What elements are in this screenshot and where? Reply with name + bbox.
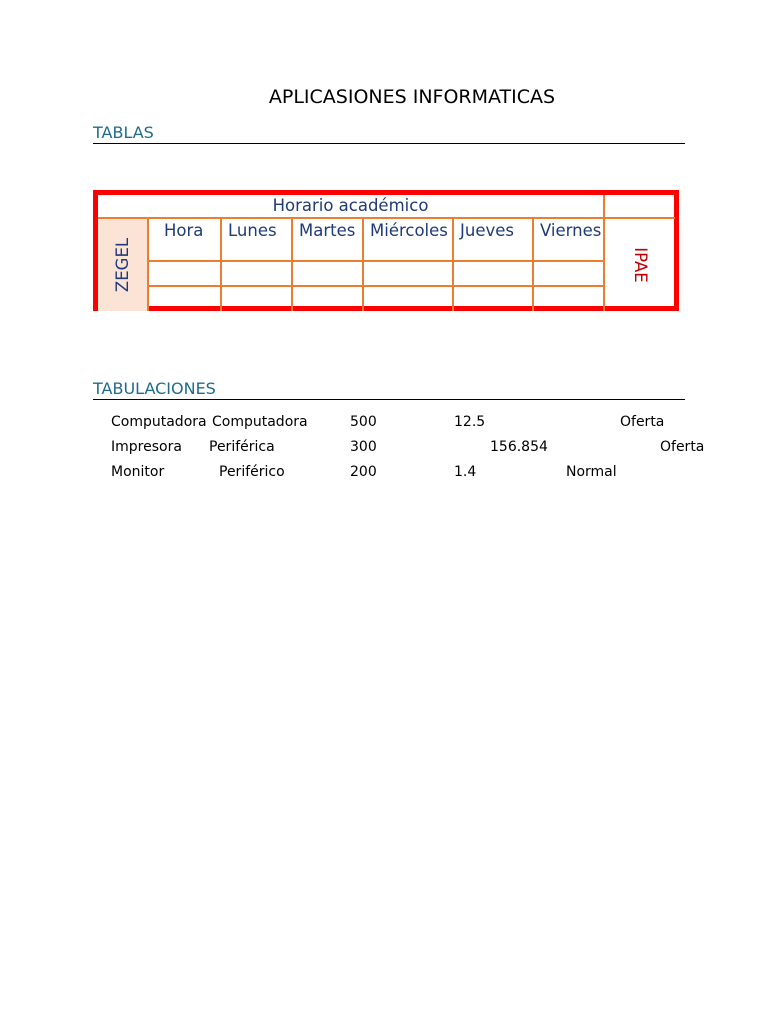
zegel-cell [98,219,149,311]
table-cell [454,287,534,311]
col-lunes: Lunes [222,219,293,262]
tab-item-status: Oferta [620,414,665,430]
table-cell [534,287,605,311]
table-cell [534,262,605,287]
table-cell [364,287,454,311]
tab-item-price: 12.5 [454,414,486,430]
table-cell [364,262,454,287]
tab-item-name: Impresora [111,439,182,455]
col-hora: Hora [149,219,222,262]
table-cell [454,262,534,287]
table-cell [222,287,293,311]
schedule-empty-corner [605,195,675,219]
tab-item-qty: 300 [350,439,377,455]
ipae-label: IPAE [631,247,650,283]
document-title: APLICASIONES INFORMATICAS [268,86,556,108]
section-heading-tabulaciones: TABULACIONES [93,379,685,400]
schedule-header: Horario académico [98,195,605,219]
table-cell [149,287,222,311]
table-cell [149,262,222,287]
zegel-label: ZEGEL [112,237,132,293]
ipae-cell [605,219,675,311]
tab-item-type: Computadora [212,414,308,430]
tab-item-name: Monitor [111,464,165,480]
tab-item-type: Periférico [219,464,285,480]
table-cell [222,262,293,287]
tab-item-price: 156.854 [490,439,548,455]
col-miercoles: Miércoles [364,219,454,262]
section-heading-tablas: TABLAS [93,123,685,144]
schedule-table [93,190,679,311]
table-cell [293,262,364,287]
tab-item-qty: 200 [350,464,377,480]
tab-item-status: Normal [566,464,617,480]
tab-item-qty: 500 [350,414,377,430]
col-jueves: Jueves [454,219,534,262]
tab-item-name: Computadora [111,414,207,430]
table-cell [293,287,364,311]
col-viernes: Viernes [534,219,605,262]
tab-item-price: 1.4 [454,464,477,480]
tab-item-type: Periférica [209,439,275,455]
tab-item-status: Oferta [660,439,705,455]
col-martes: Martes [293,219,364,262]
